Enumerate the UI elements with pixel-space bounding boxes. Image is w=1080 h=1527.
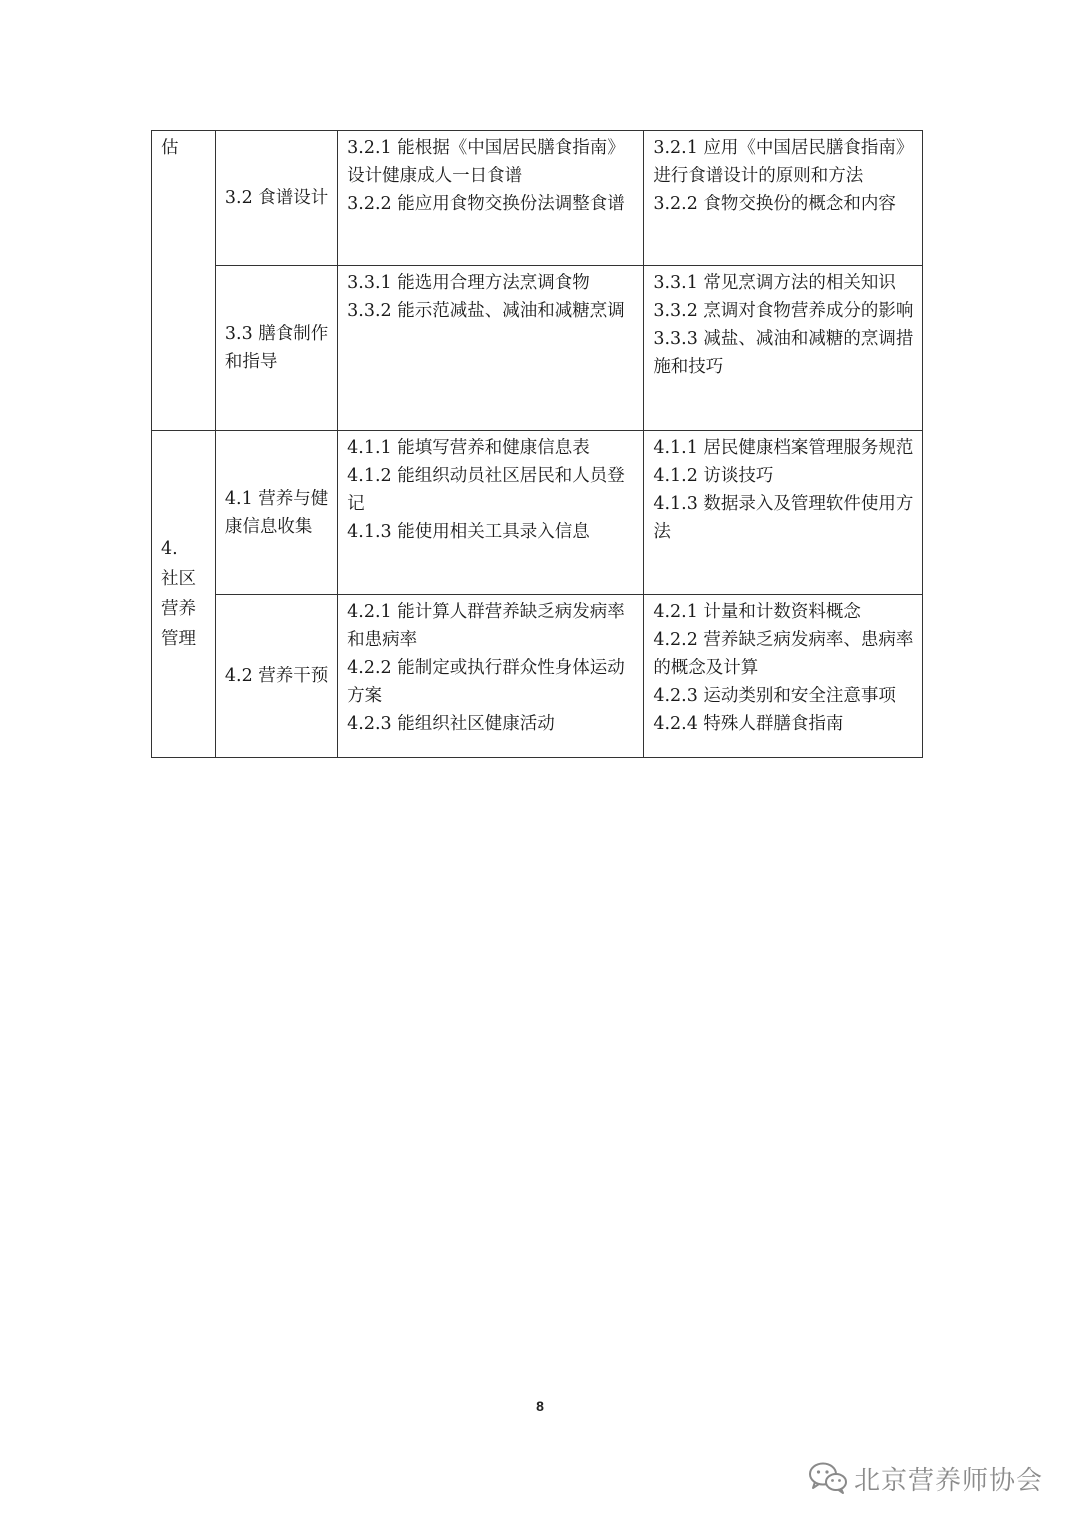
skill-item: 4.2.3 能组织社区健康活动 xyxy=(347,714,555,734)
knowledge-item: 3.2.2 食物交换份的概念和内容 xyxy=(653,194,896,214)
subcategory-label: 4.2 营养干预 xyxy=(224,666,329,686)
wechat-icon xyxy=(808,1461,848,1495)
subcategory-cell xyxy=(215,431,337,595)
standards-table xyxy=(151,130,923,758)
knowledge-item: 4.1.2 访谈技巧 xyxy=(653,466,774,486)
category-label: 4. xyxy=(161,539,178,559)
table-row xyxy=(152,266,923,431)
subcategory-label: 4.1 营养与健康信息收集 xyxy=(224,488,329,537)
skill-item: 4.2.2 能制定或执行群众性身体运动方案 xyxy=(347,658,625,706)
knowledge-item: 3.3.3 减盐、减油和减糖的烹调措施和技巧 xyxy=(653,329,914,377)
knowledge-item: 4.1.1 居民健康档案管理服务规范 xyxy=(653,438,914,458)
skill-item: 4.1.2 能组织动员社区居民和人员登记 xyxy=(347,466,625,514)
category-cell xyxy=(152,131,216,431)
table-row xyxy=(152,431,923,595)
skill-item: 4.1.3 能使用相关工具录入信息 xyxy=(347,522,590,542)
skills-cell xyxy=(338,131,644,266)
skills-cell xyxy=(338,431,644,595)
knowledge-item: 4.2.2 营养缺乏病发病率、患病率的概念及计算 xyxy=(653,630,914,678)
table-row xyxy=(152,131,923,266)
skill-item: 4.2.1 能计算人群营养缺乏病发病率和患病率 xyxy=(347,602,625,650)
skill-item: 3.2.1 能根据《中国居民膳食指南》设计健康成人一日食谱 xyxy=(347,138,625,186)
skill-item: 4.1.1 能填写营养和健康信息表 xyxy=(347,438,590,458)
knowledge-item: 3.3.1 常见烹调方法的相关知识 xyxy=(653,273,896,293)
knowledge-item: 3.3.2 烹调对食物营养成分的影响 xyxy=(653,301,914,321)
subcategory-cell xyxy=(215,131,337,266)
category-label: 管理 xyxy=(161,629,196,649)
skills-cell xyxy=(338,595,644,758)
subcategory-cell xyxy=(215,595,337,758)
knowledge-item: 4.2.4 特殊人群膳食指南 xyxy=(653,714,844,734)
skill-item: 3.3.2 能示范减盐、减油和减糖烹调 xyxy=(347,301,625,321)
skills-cell xyxy=(338,266,644,431)
knowledge-cell xyxy=(644,131,923,266)
watermark xyxy=(808,1456,1053,1500)
knowledge-item: 3.2.1 应用《中国居民膳食指南》进行食谱设计的原则和方法 xyxy=(653,138,914,186)
watermark-text: 北京营养师协会 xyxy=(854,1465,1044,1496)
subcategory-label: 3.3 膳食制作和指导 xyxy=(224,324,329,372)
knowledge-cell xyxy=(644,431,923,595)
knowledge-cell xyxy=(644,266,923,431)
category-label: 估 xyxy=(161,138,179,158)
knowledge-item: 4.1.3 数据录入及管理软件使用方法 xyxy=(653,494,914,542)
table-row xyxy=(152,595,923,758)
knowledge-item: 4.2.1 计量和计数资料概念 xyxy=(653,602,861,622)
knowledge-cell xyxy=(644,595,923,758)
category-label: 营养 xyxy=(161,599,196,619)
subcategory-label: 3.2 食谱设计 xyxy=(224,188,329,208)
subcategory-cell xyxy=(215,266,337,431)
skill-item: 3.3.1 能选用合理方法烹调食物 xyxy=(347,273,590,293)
category-label: 社区 xyxy=(161,569,196,589)
page-number: 8 xyxy=(536,1398,544,1414)
knowledge-item: 4.2.3 运动类别和安全注意事项 xyxy=(653,686,896,706)
category-cell xyxy=(152,431,216,758)
skill-item: 3.2.2 能应用食物交换份法调整食谱 xyxy=(347,194,625,214)
